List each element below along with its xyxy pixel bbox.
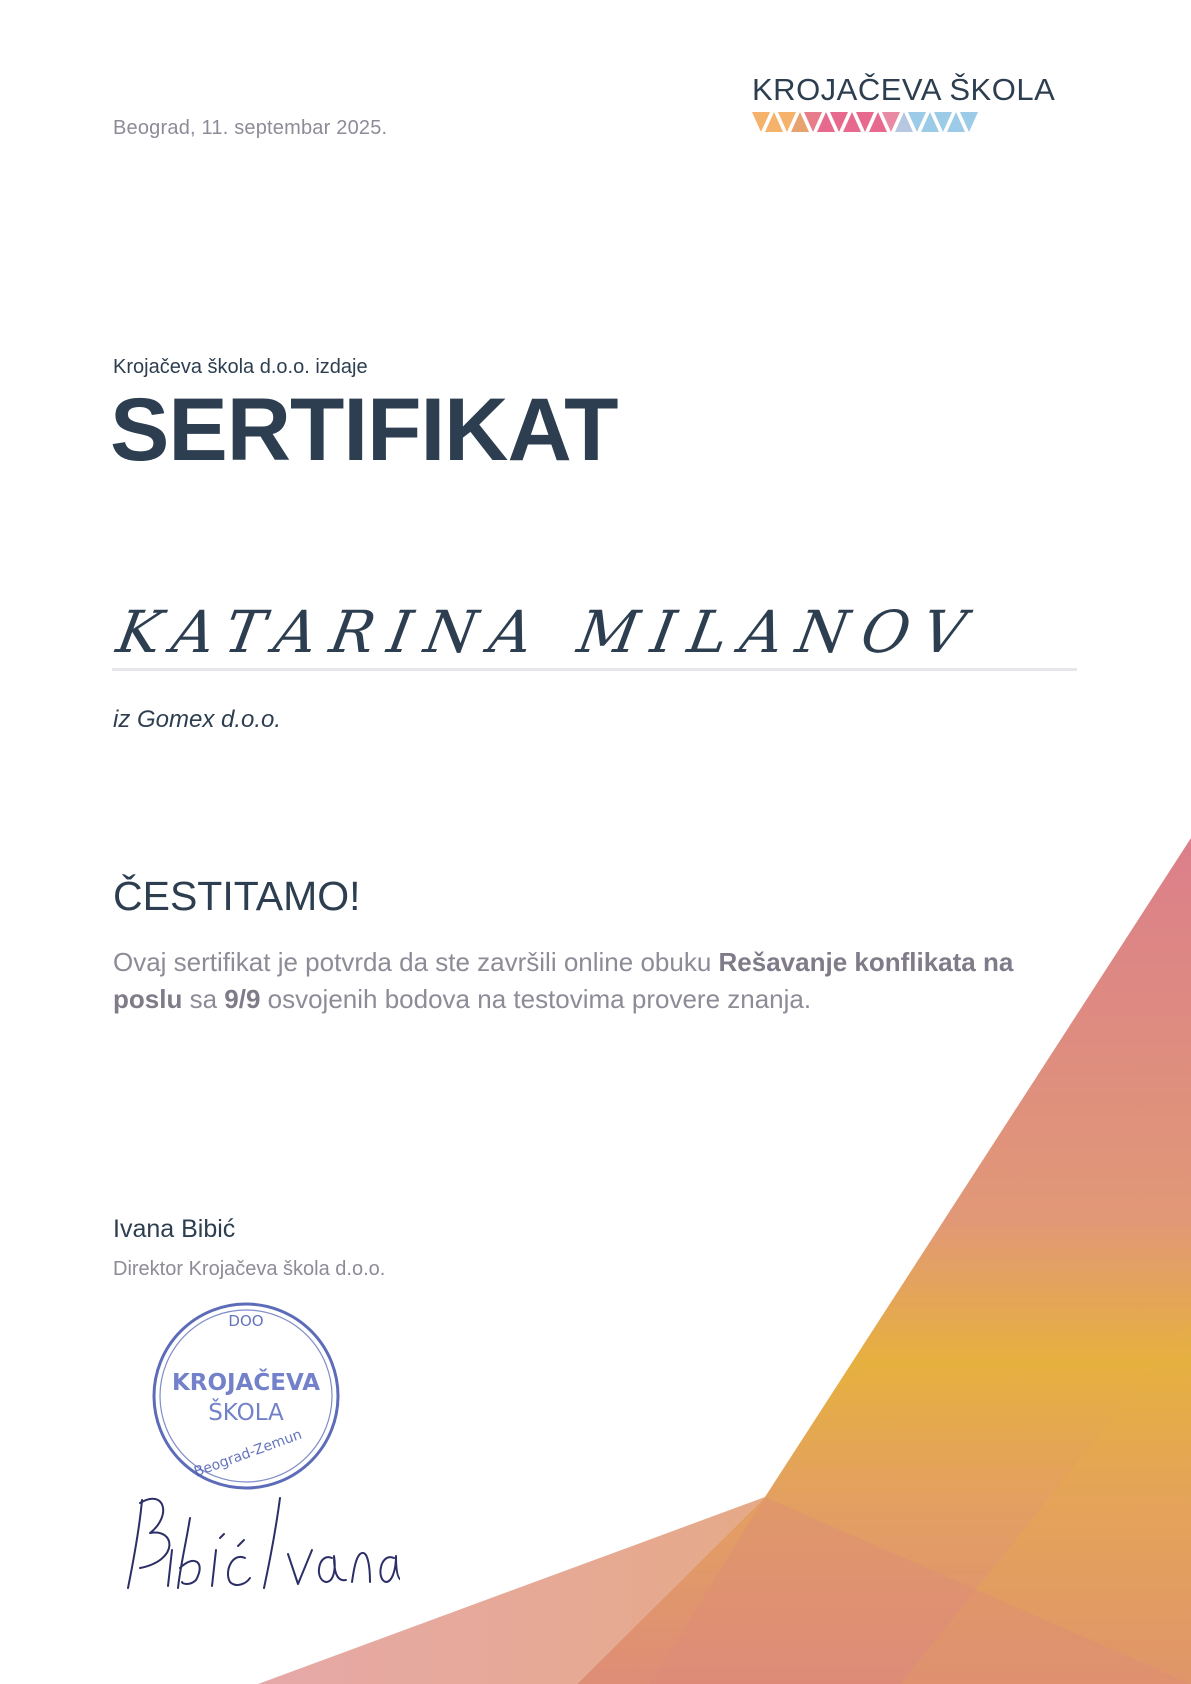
recipient-name: KATARINA MILANOV: [112, 598, 985, 666]
company-stamp: [148, 1298, 344, 1494]
body-intro: Ovaj sertifikat je potvrda da ste završili online obuku: [113, 947, 719, 977]
certificate-body-text: [113, 944, 1023, 1018]
name-underline: [112, 668, 1077, 671]
signatory-name: Ivana Bibić: [113, 1215, 236, 1243]
school-logo: [752, 72, 1080, 136]
signatory-role: Direktor Krojačeva škola d.o.o.: [113, 1258, 386, 1280]
recipient-company: iz Gomex d.o.o.: [113, 706, 282, 733]
issuer-line: Krojačeva škola d.o.o. izdaje: [113, 356, 368, 378]
svg-text:Beograd-Zemun: [192, 1427, 304, 1481]
handwritten-signature: [120, 1488, 400, 1598]
score: 9/9: [224, 984, 268, 1014]
body-outro: osvojenih bodova na testovima provere znanja.: [267, 984, 812, 1014]
logo-triangle-pattern: [752, 112, 1002, 136]
stamp-bottom-text: Beograd-Zemun: [191, 1426, 305, 1481]
stamp-line2: ŠKOLA: [208, 1400, 284, 1426]
body-mid: sa: [182, 984, 225, 1014]
course-name: Rešavanje konflikata na poslu: [113, 947, 1014, 1014]
congratulations-heading: ČESTITAMO!: [113, 873, 361, 919]
stamp-line1: KROJAČEVA: [171, 1370, 321, 1396]
stamp-top-text: DOO: [228, 1312, 264, 1330]
certificate-title: SERTIFIKAT: [110, 379, 618, 479]
issue-date: Beograd, 11. septembar 2025.: [113, 117, 388, 139]
logo-wordmark: KROJAČEVA ŠKOLA: [752, 72, 1056, 107]
